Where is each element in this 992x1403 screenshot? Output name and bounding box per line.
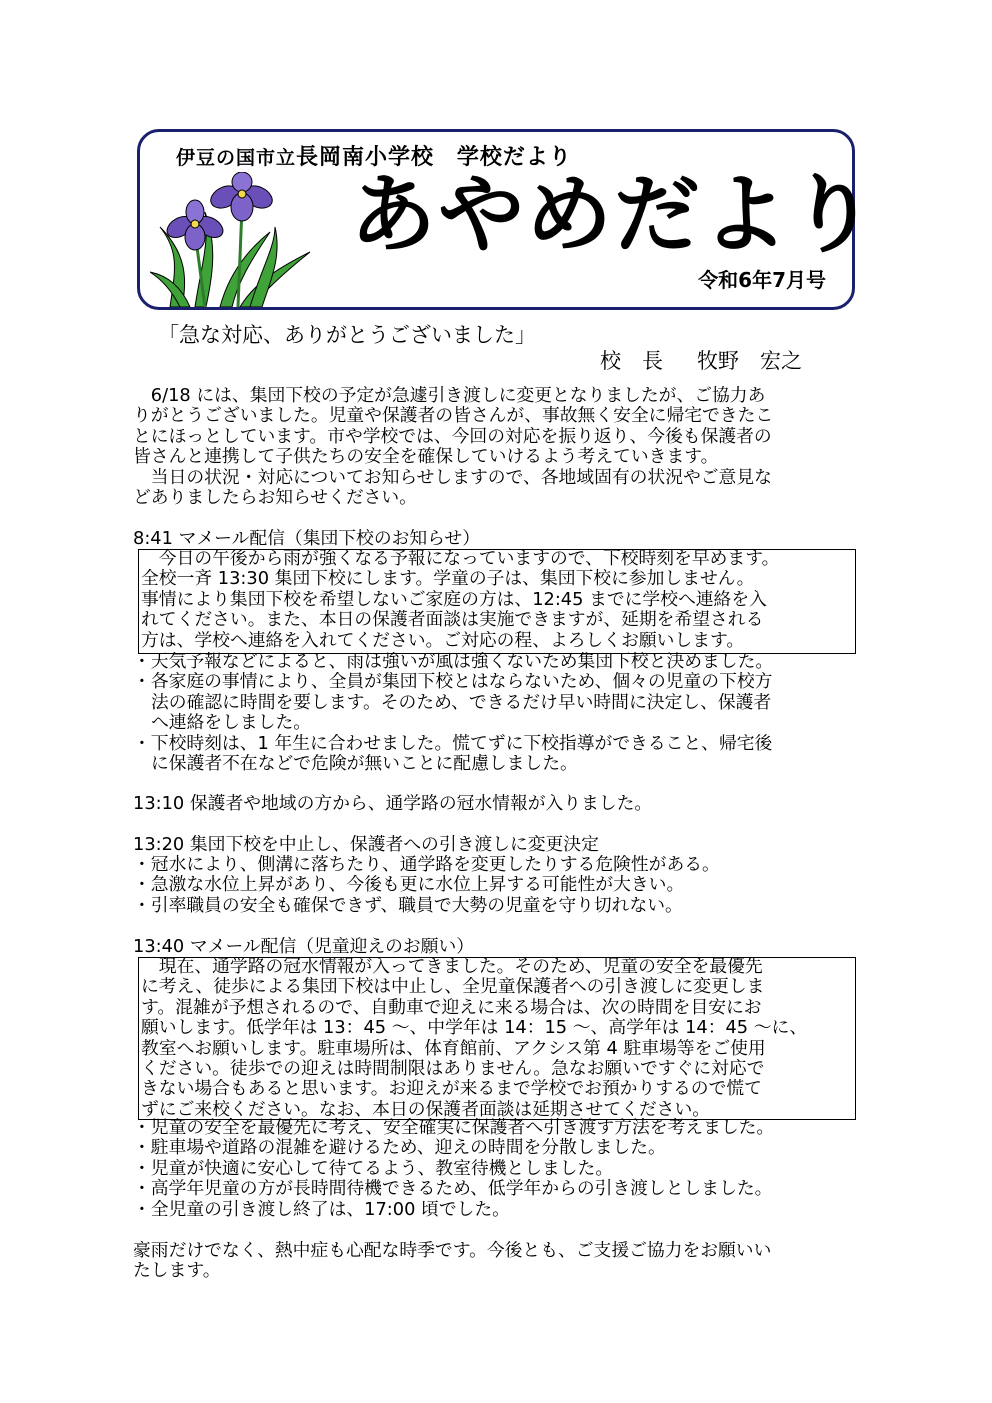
list-item: へ連絡をしました。 <box>151 712 312 734</box>
section-heading: 8:41 マメール配信（集団下校のお知らせ） <box>133 528 480 549</box>
closing-paragraph <box>133 1241 868 1282</box>
bullet-list <box>133 855 868 916</box>
text-line: ください。徒歩での迎えは時間制限はありません。急なお願いですぐに対応で <box>141 1057 765 1079</box>
bullet-list <box>133 1118 868 1220</box>
text-line: 現在、通学路の冠水情報が入ってきました。そのため、児童の安全を最優先 <box>141 956 763 977</box>
list-item: 法の確認に時間を要します。そのため、できるだけ早い時間に決定し、保護者 <box>151 691 772 713</box>
text-line: 方は、学校へ連絡を入れてください。ご対応の程、よろしくお願いします。 <box>141 629 745 651</box>
mail-message <box>141 549 876 651</box>
bullet-list <box>133 652 868 774</box>
text-line: 願いします。低学年は 13：45 ～、中学年は 14：15 ～、高学年は 14：45 ～に、 <box>141 1017 808 1039</box>
list-item: ・急激な水位上昇があり、今後も更に水位上昇する可能性が大きい。 <box>133 874 685 896</box>
list-item: ・全児童の引き渡し終了は、17:00 頃でした。 <box>133 1198 510 1220</box>
iris-flower-illustration <box>150 172 320 307</box>
newsletter-title: あやめだより <box>350 165 878 265</box>
text-line: どありましたらお知らせください。 <box>133 486 417 508</box>
newsletter-header <box>137 129 878 310</box>
list-item: ・各家庭の事情により、全員が集団下校とはならないため、個々の児童の下校方 <box>133 671 773 693</box>
section-heading: 13:40 マメール配信（児童迎えのお願い） <box>133 936 475 957</box>
text-line: に考え、徒歩による集団下校は中止し、全児童保護者への引き渡しに変更しま <box>141 976 765 998</box>
text-line: 事情により集団下校を希望しないご家庭の方は、12:45 までに学校へ連絡を入 <box>141 588 767 610</box>
text-line: とにほっとしています。市や学校では、今回の対応を振り返り、今後も保護者の <box>133 425 772 447</box>
author-role: 校 長 <box>600 349 663 373</box>
list-item: ・高学年児童の方が長時間待機できるため、低学年からの引き渡しとしました。 <box>133 1178 773 1200</box>
author-name: 牧野 宏之 <box>697 349 802 373</box>
text-line: れてください。また、本日の保護者面談は実施できますが、延期を希望される <box>141 609 764 631</box>
school-prefix: 伊豆の国市立 <box>176 147 297 169</box>
text-line: 6/18 には、集団下校の予定が急遽引き渡しに変更となりましたが、ご協力あ <box>133 385 766 406</box>
newsletter-label: 学校だより <box>456 145 572 170</box>
list-item: ・下校時刻は、1 年生に合わせました。慌てずに下校指導ができること、帰宅後 <box>133 732 773 754</box>
text-line: たします。 <box>133 1260 221 1282</box>
text-line: りがとうございました。児童や保護者の皆さんが、事故無く安全に帰宅できたこ <box>133 405 774 427</box>
list-item: ・児童の安全を最優先に考え、安全確実に保護者へ引き渡す方法を考えました。 <box>133 1117 775 1138</box>
section-heading: 13:20 集団下校を中止し、保護者への引き渡しに変更決定 <box>133 834 599 855</box>
list-item: ・児童が快適に安心して待てるよう、教室待機としました。 <box>133 1157 614 1179</box>
mail-message <box>141 957 876 1120</box>
list-item: に保護者不在などで危険が無いことに配慮しました。 <box>151 752 578 774</box>
text-line: 皆さんと連携して子供たちの安全を確保していけるよう考えていきます。 <box>133 446 719 468</box>
school-name: 長岡南小学校 <box>296 145 435 170</box>
article-title: 「急な対応、ありがとうございました」 <box>158 323 536 347</box>
text-line: す。混雑が予想されるので、自動車で迎えに来る場合は、次の時間を目安にお <box>141 996 762 1018</box>
text-line: 豪雨だけでなく、熱中症も心配な時季です。今後とも、ご支援ご協力をお願いい <box>133 1240 772 1261</box>
list-item: ・引率職員の安全も確保できず、職員で大勢の児童を守り切れない。 <box>133 894 683 916</box>
section-heading: 13:10 保護者や地域の方から、通学路の冠水情報が入りました。 <box>133 793 653 814</box>
text-line: 全校一斉 13:30 集団下校にします。学童の子は、集団下校に参加しません。 <box>141 568 755 590</box>
list-item: ・天気予報などによると、雨は強いが風は強くないため集団下校と決めました。 <box>133 651 774 672</box>
text-line: ずにご来校ください。なお、本日の保護者面談は延期させてください。 <box>141 1098 711 1120</box>
article-author <box>600 345 836 375</box>
issue-number: 令和6年7月号 <box>698 268 826 292</box>
list-item: ・駐車場や道路の混雑を避けるため、迎えの時間を分散しました。 <box>133 1137 666 1159</box>
text-line: 今日の午後から雨が強くなる予報になっていますので、下校時刻を早めます。 <box>141 548 780 569</box>
list-item: ・冠水により、側溝に落ちたり、通学路を変更したりする危険性がある。 <box>133 854 720 875</box>
intro-paragraph <box>133 386 868 508</box>
text-line: 当日の状況・対応についてお知らせしますので、各地域固有の状況やご意見な <box>133 466 772 488</box>
text-line: きない場合もあると思います。お迎えが来るまで学校でお預かりするので慌て <box>141 1078 762 1100</box>
text-line: 教室へお願いします。駐車場所は、体育館前、アクシス第 4 駐車場等をご使用 <box>141 1037 766 1059</box>
